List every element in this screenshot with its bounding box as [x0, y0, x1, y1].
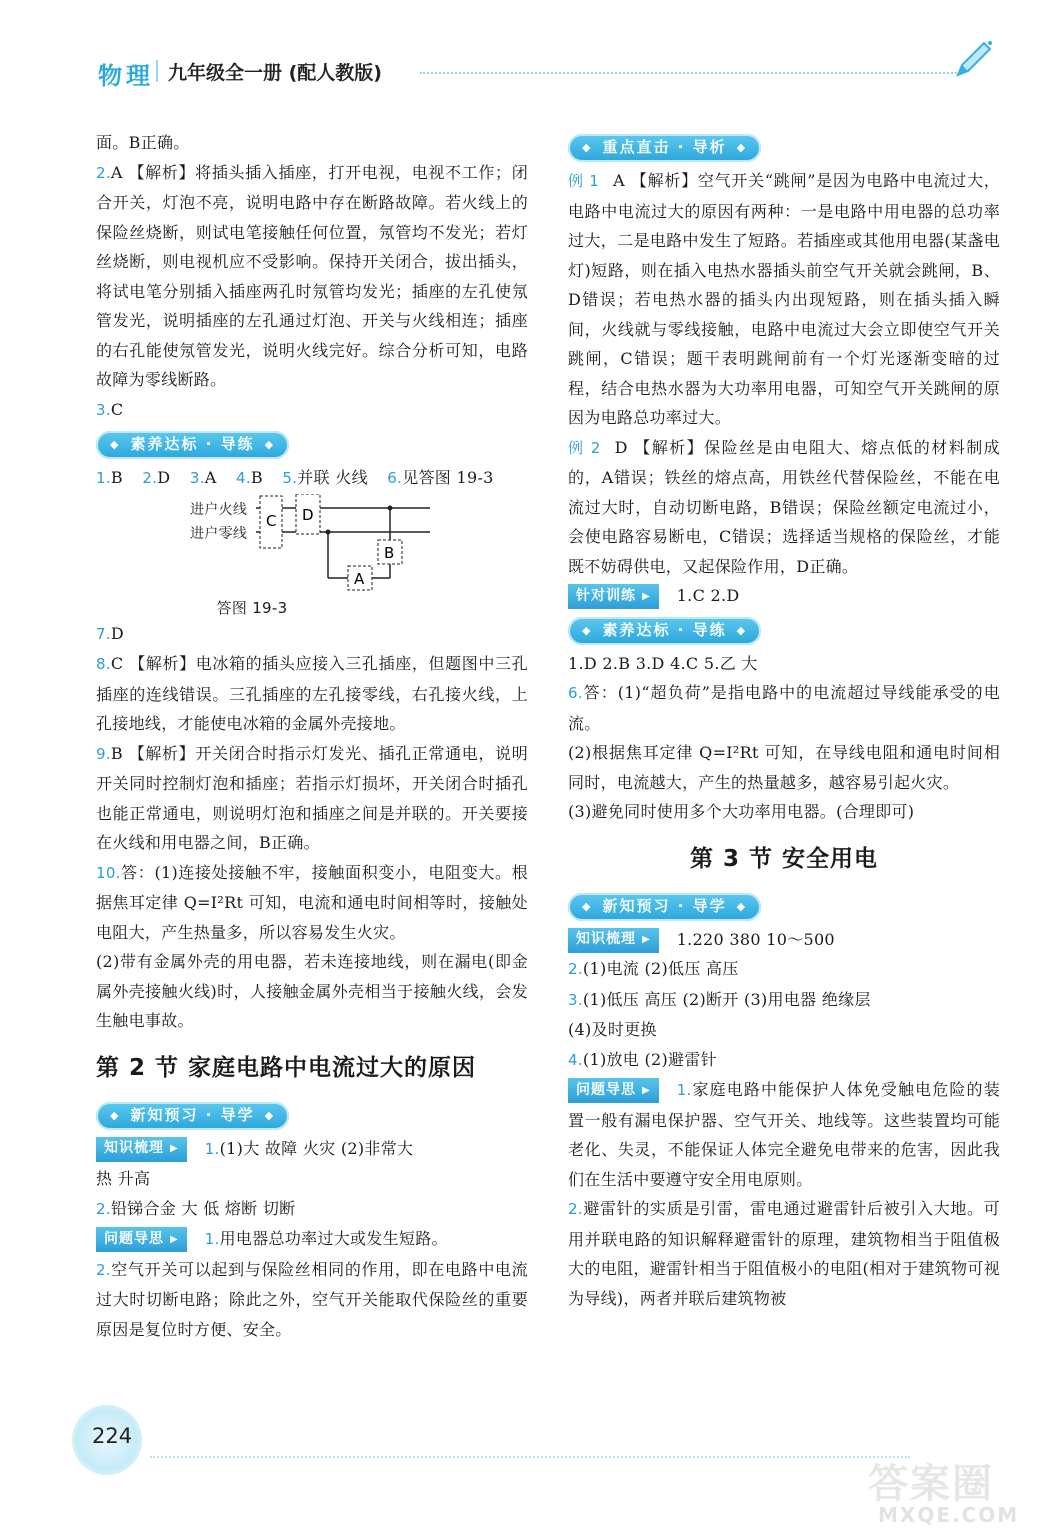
question-r2-text: 避雷针的实质是引雷，雷电通过避雷针后被引入大地。可用并联电路的知识解释避雷针的原理，建筑物相当于阻值极大的电阻，避雷针相当于阻值极小的电阻(相对于建筑物可视为导线)，两者并联后建筑物被 [568, 1199, 1000, 1308]
header-dotted-rule [420, 72, 960, 74]
answers-row [96, 463, 528, 494]
circuit-diagram [96, 494, 528, 594]
banner-focus [568, 134, 761, 162]
banner-focus-label: 重点直击 · 导析 [602, 138, 727, 157]
box-c-label: C [266, 511, 277, 530]
circuit-figure [96, 494, 528, 619]
answer-7-text: D [110, 623, 125, 643]
banner-practice-right-label: 素养达标 · 导练 [602, 620, 727, 639]
example-2-text: D 【解析】保险丝是由电阻大、熔点低的材料制成的，A错误；铁丝的熔点高，用铁丝代替保险丝，不能在电流过大时，自动切断电路，B错误；保险丝额定电流过小，会使电路容易断电，C错误；选择适当规格的保险丝，才能既不妨碍供电，又起保险作用，D正确。 [568, 437, 1000, 576]
training-answers: 1.C 2.D [676, 586, 740, 605]
knowledge-r3-number: 3. [568, 990, 583, 1009]
box-a-label: A [354, 569, 365, 588]
knowledge-r4-text: (1)放电 (2)避雷针 [582, 1049, 717, 1069]
section-3-title: 第 3 节 安全用电 [689, 845, 879, 872]
answer-7-number: 7. [96, 624, 111, 643]
ans-3-value: A [204, 468, 217, 487]
knowledge-1-cont: 热 升高 [96, 1169, 151, 1188]
ans-5-value: 并联 火线 [297, 468, 368, 487]
ans-2-value: D [157, 468, 171, 487]
answer-10-number: 10. [96, 863, 121, 882]
knowledge-r1-text: 1.220 380 10～500 [676, 929, 835, 949]
ans-1-number: 1. [96, 469, 111, 487]
ans-1-value: B [110, 468, 123, 487]
tag-question-right-label: 问题导思 [576, 1081, 636, 1098]
example-2-label: 例 2 [568, 438, 601, 457]
right-column [568, 128, 1000, 1313]
tag-knowledge-right-label: 知识梳理 [576, 931, 636, 948]
ans-6-value: 见答图 19-3 [402, 468, 494, 487]
knowledge-1-text: (1)大 故障 火灾 (2)非常大 [219, 1138, 414, 1158]
watermark-url: MXQE.COM [878, 1503, 1020, 1527]
answer-6-text: 答：(1)“超负荷”是指电路中的电流超过导线能承受的电流。 [568, 683, 1000, 733]
answer-2 [96, 158, 528, 395]
label-live-wire: 进户火线 [190, 501, 248, 518]
answer-3-number: 3. [96, 400, 111, 419]
answer-8-text: C 【解析】电冰箱的插头应接入三孔插座，但题图中三孔插座的连线错误。三孔插座的左孔接零线，右孔接火线，上孔接地线，才能使电冰箱的金属外壳接地。 [96, 654, 528, 733]
knowledge-2-number: 2. [96, 1199, 111, 1218]
diamond-icon: ◆ [736, 141, 748, 155]
label-neutral-wire: 进户零线 [190, 525, 248, 542]
watermark-text: 答案圈 [868, 1461, 994, 1507]
ans-4-number: 4. [236, 469, 251, 487]
knowledge-r4-number: 4. [568, 1050, 583, 1069]
example-2 [568, 433, 1000, 582]
knowledge-r3 [568, 985, 1000, 1016]
question-2 [96, 1255, 528, 1345]
answer-8-number: 8. [96, 655, 111, 673]
diamond-icon: ◆ [582, 141, 593, 155]
play-arrow-icon: ▶ [642, 1084, 651, 1096]
pen-icon [950, 35, 998, 83]
diamond-icon: ◆ [582, 899, 593, 913]
question-r1-text: 家庭电路中能保护人体免受触电危险的装置一般有漏电保护器、空气开关、地线等。这些装置均可能老化、失灵，不能保证人体完全避免电带来的危害，因此我们在生活中要遵守安全用电原则。 [568, 1080, 1000, 1189]
banner-practice [96, 431, 289, 459]
banner-preview-label: 新知预习 · 导学 [130, 1105, 255, 1124]
tag-question [96, 1227, 187, 1252]
footer-dotted-rule [150, 1456, 910, 1458]
knowledge-1 [96, 1134, 528, 1165]
ans-4-value: B [250, 468, 263, 487]
diamond-icon: ◆ [110, 1108, 121, 1122]
question-2-number: 2. [96, 1260, 111, 1279]
tag-knowledge-right [568, 928, 659, 953]
banner-practice-label: 素养达标 · 导练 [130, 435, 255, 454]
question-r1 [568, 1075, 1000, 1194]
knowledge-1-number: 1. [204, 1139, 220, 1158]
answer-10-text: 答：(1)连接处接触不牢，接触面积变小，电阻变大。根据焦耳定律 Q=I²Rt 可知，电流和通电时间相等时，接触处电阻大，产生热量多，所以容易发生火灾。 [96, 862, 528, 942]
question-r2 [568, 1194, 1000, 1313]
knowledge-r3-text: (1)低压 高压 (2)断开 (3)用电器 绝缘层 [582, 989, 871, 1009]
answer-9-text: B 【解析】开关闭合时指示灯发光、插孔正常通电，说明开关同时控制灯泡和插座；若指示灯损坏，开关闭合时插孔也能正常通电，则说明灯泡和插座之间是并联的。开关要接在火线和用电器之间，B正确。 [96, 743, 528, 852]
page-number: 224 [92, 1424, 133, 1448]
example-1-text: A 【解析】空气开关“跳闸”是因为电路中电流过大，电路中电流过大的原因有两种：一是电路中用电器的总功率过大，二是电路中发生了短路。若插座或其他用电器(某盏电灯)短路，则在插入电热水器插头前空气开关就会跳闸，B、D错误；若电热水器的插头内出现短路，则在插头插入瞬间，火线就与零线接触，电路中电流过大会立即使空气开关跳闸，C错误；题干表明跳闸前有一个灯光逐渐变暗的过程，结合电热水器为大功率用电器，可知空气开关跳闸的原因为电路总功率过大。 [568, 171, 1000, 427]
question-1-text: 用电器总功率过大或发生短路。 [219, 1229, 448, 1248]
answer-3-text: C [110, 399, 124, 419]
answer-continuation: 面。B正确。 [96, 133, 190, 152]
knowledge-2-text: 铅锑合金 大 低 熔断 切断 [110, 1198, 296, 1218]
question-1 [96, 1224, 528, 1255]
diamond-icon: ◆ [264, 1108, 276, 1122]
play-arrow-icon: ▶ [642, 590, 651, 602]
diamond-icon: ◆ [736, 623, 748, 637]
grade-label: 九年级全一册 (配人教版) [168, 62, 382, 84]
figure-caption: 答图 19-3 [216, 598, 288, 617]
question-r2-number: 2. [568, 1200, 583, 1218]
question-r1-number: 1. [676, 1081, 692, 1099]
knowledge-r2-text: (1)电流 (2)低压 高压 [582, 959, 739, 978]
knowledge-r2-number: 2. [568, 960, 583, 978]
ans-6-number: 6. [387, 469, 403, 487]
question-1-number: 1. [204, 1230, 220, 1248]
answer-10-part2: (2)带有金属外壳的用电器，若未连接地线，则在漏电(即金属外壳接触火线)时，人接触金属外壳相当于接触火线，会发生触电事故。 [96, 952, 528, 1030]
answer-6-number: 6. [568, 684, 583, 702]
answers-row-right: 1.D 2.B 3.D 4.C 5.乙 大 [568, 653, 758, 673]
box-d-label: D [302, 505, 314, 524]
page-header [0, 0, 1047, 95]
knowledge-r2 [568, 954, 1000, 985]
tag-knowledge-label: 知识梳理 [104, 1140, 164, 1157]
answer-6-part2: (2)根据焦耳定律 Q=I²Rt 可知，在导线电阻和通电时间相同时，电流越大，产生的热量越多，越容易引起火灾。 [568, 743, 1000, 792]
knowledge-2 [96, 1194, 528, 1225]
diamond-icon: ◆ [264, 438, 276, 452]
training-row [568, 581, 1000, 611]
answer-9-number: 9. [96, 744, 111, 763]
banner-preview-right-label: 新知预习 · 导学 [602, 896, 727, 915]
ans-3-number: 3. [189, 469, 205, 487]
play-arrow-icon: ▶ [642, 934, 651, 946]
answer-2-text: A 【解析】将插头插入插座，打开电视，电视不工作；闭合开关，灯泡不亮，说明电路中存在断路故障。若火线上的保险丝烧断，则试电笔接触任何位置，氖管均不发光；若灯丝烧断，则电视机应不受影响。保持开关闭合，拔出插头，将试电笔分别插入插座两孔时氖管均发光；插座的左孔使氖管发光，说明插座的左孔通过灯泡、开关与火线相连；插座的右孔能使氖管发光，说明火线完好。综合分析可知，电路故障为零线断路。 [96, 162, 528, 389]
example-1 [568, 166, 1000, 433]
subject-title: 物理 [98, 62, 154, 90]
knowledge-r1 [568, 925, 1000, 955]
question-2-text: 空气开关可以起到与保险丝相同的作用，即在电路中电流过大时切断电路；除此之外，空气开关能取代保险丝的重要原因是复位时方便、安全。 [96, 1259, 528, 1339]
example-1-label: 例 1 [568, 172, 600, 190]
banner-preview [96, 1102, 289, 1130]
watermark-logo [868, 1452, 1020, 1527]
box-b-label: B [384, 543, 395, 562]
left-column [96, 128, 528, 1344]
tag-training [568, 584, 659, 609]
diamond-icon: ◆ [110, 438, 121, 452]
header-divider [156, 60, 158, 82]
answer-6-part3: (3)避免同时使用多个大功率用电器。(合理即可) [568, 802, 915, 821]
diamond-icon: ◆ [736, 899, 748, 913]
answer-10 [96, 858, 528, 948]
play-arrow-icon: ▶ [170, 1143, 179, 1155]
tag-question-right [568, 1078, 659, 1103]
tag-knowledge [96, 1137, 187, 1162]
play-arrow-icon: ▶ [170, 1233, 179, 1245]
answer-7 [96, 619, 528, 650]
tag-question-label: 问题导思 [104, 1230, 164, 1247]
diamond-icon: ◆ [582, 623, 593, 637]
answer-8 [96, 649, 528, 739]
ans-5-number: 5. [282, 469, 298, 487]
answer-6-right [568, 678, 1000, 738]
knowledge-r3-cont: (4)及时更换 [568, 1020, 657, 1039]
banner-preview-right [568, 893, 761, 921]
answer-2-number: 2. [96, 163, 111, 182]
answer-9 [96, 739, 528, 858]
knowledge-r4 [568, 1045, 1000, 1076]
section-2-title: 第 2 节 家庭电路中电流过大的原因 [96, 1054, 477, 1081]
banner-practice-right [568, 617, 761, 645]
ans-2-number: 2. [142, 469, 158, 487]
tag-training-label: 针对训练 [576, 587, 636, 604]
answer-3 [96, 395, 528, 426]
